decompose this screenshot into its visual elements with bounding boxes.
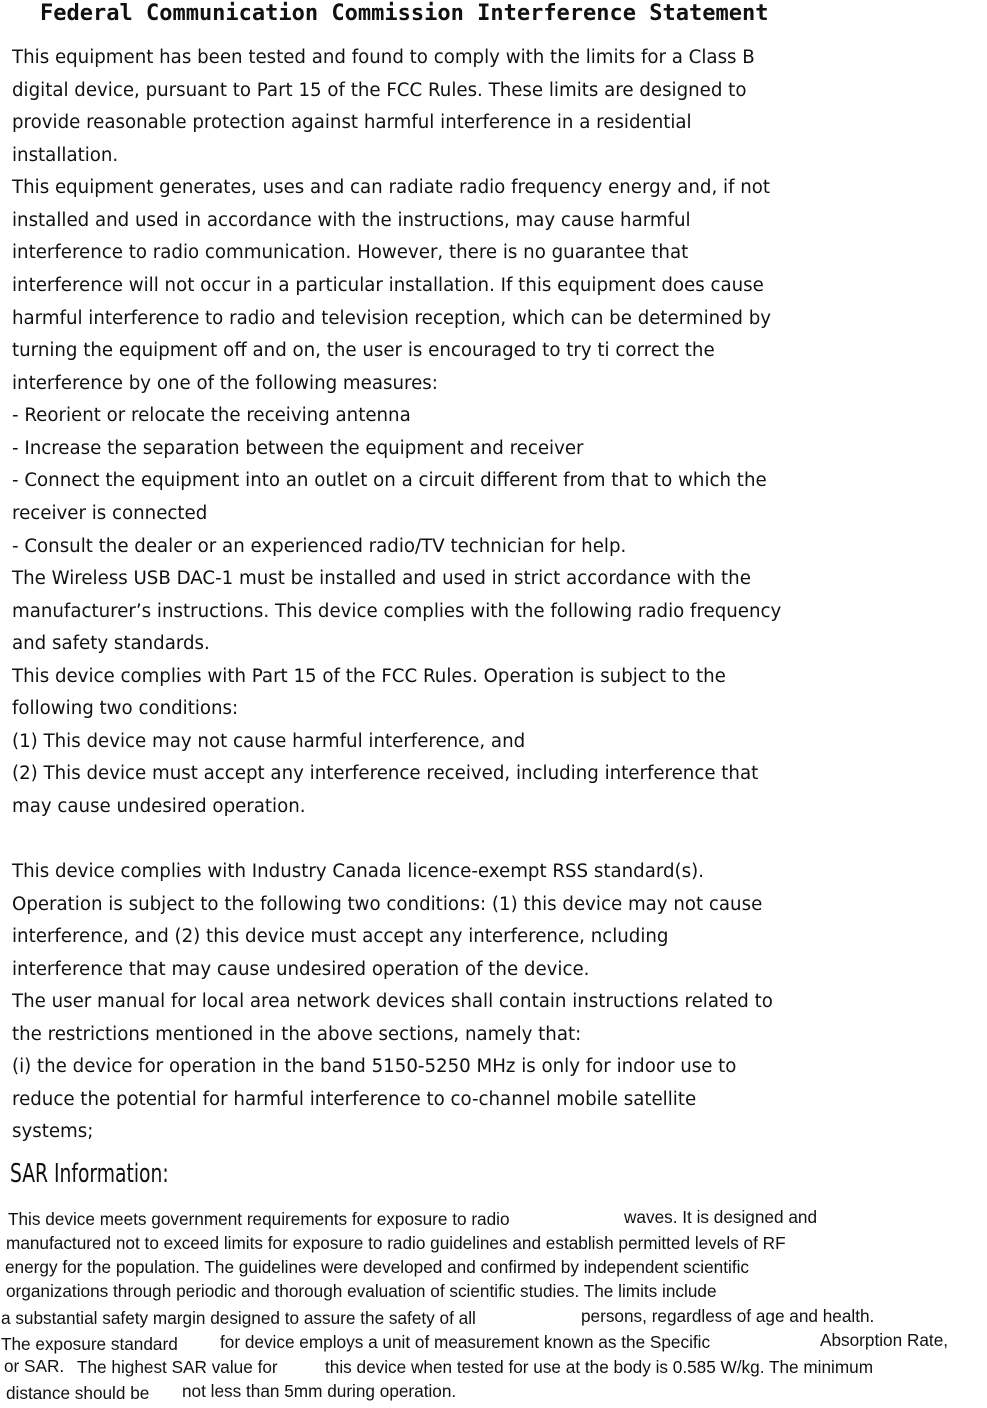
body-line: The user manual for local area network devices shall contain instructions related to: [12, 991, 773, 1012]
body-line: (i) the device for operation in the band 5150-5250 MHz is only for indoor use to: [12, 1056, 737, 1077]
body-line: This device complies with Industry Canada licence-exempt RSS standard(s).: [12, 861, 704, 882]
body-line: This equipment has been tested and found to comply with the limits for a Class B: [12, 47, 755, 68]
sar-text-fragment: persons, regardless of age and health.: [581, 1306, 875, 1326]
sar-text-fragment: energy for the population. The guidelines were developed and confirmed by independent scientific: [5, 1257, 750, 1277]
body-line: This equipment generates, uses and can radiate radio frequency energy and, if not: [12, 177, 771, 198]
body-line: interference that may cause undesired operation of the device.: [12, 959, 590, 980]
body-line: This device complies with Part 15 of the FCC Rules. Operation is subject to the: [12, 666, 726, 687]
sar-text-fragment: for device employs a unit of measurement known as the Specific: [220, 1332, 711, 1352]
body-line: Operation is subject to the following two conditions: (1) this device may not cause: [12, 894, 763, 915]
body-line: installed and used in accordance with the instructions, may cause harmful: [12, 210, 691, 231]
body-line: provide reasonable protection against harmful interference in a residential: [12, 112, 692, 133]
body-line: following two conditions:: [12, 698, 239, 719]
body-line: interference by one of the following measures:: [12, 373, 438, 394]
body-line: systems;: [12, 1121, 94, 1142]
body-line: reduce the potential for harmful interference to co-channel mobile satellite: [12, 1089, 697, 1110]
body-line: interference will not occur in a particular installation. If this equipment does cause: [12, 275, 764, 296]
body-line: receiver is connected: [12, 503, 208, 524]
sar-text-fragment: The exposure standard: [1, 1334, 178, 1354]
body-line: the restrictions mentioned in the above sections, namely that:: [12, 1024, 582, 1045]
body-line: and safety standards.: [12, 633, 210, 654]
body-line: The Wireless USB DAC-1 must be installed and used in strict accordance with the: [12, 568, 751, 589]
body-line: - Consult the dealer or an experienced radio/TV technician for help.: [12, 536, 627, 557]
sar-text-fragment: not less than 5mm during operation.: [182, 1381, 457, 1401]
sar-text-fragment: This device meets government requirements for exposure to radio: [8, 1209, 510, 1229]
body-line: - Increase the separation between the equipment and receiver: [12, 438, 584, 459]
body-line: interference, and (2) this device must accept any interference, ncluding: [12, 926, 669, 947]
page-title: Federal Communication Commission Interference Statement: [40, 1, 769, 26]
body-line: (2) This device must accept any interference received, including interference that: [12, 763, 759, 784]
body-line: manufacturer’s instructions. This device complies with the following radio frequency: [12, 601, 782, 622]
body-line: installation.: [12, 145, 119, 166]
sar-text-fragment: or SAR.: [4, 1356, 65, 1376]
sar-text-fragment: manufactured not to exceed limits for exposure to radio guidelines and establish permitted levels of RF: [6, 1233, 786, 1253]
body-line: may cause undesired operation.: [12, 796, 306, 817]
body-line: - Connect the equipment into an outlet on a circuit different from that to which the: [12, 470, 767, 491]
sar-text-fragment: a substantial safety margin designed to assure the safety of all: [1, 1308, 476, 1328]
body-line: harmful interference to radio and television reception, which can be determined by: [12, 308, 772, 329]
sar-text-fragment: organizations through periodic and thorough evaluation of scientific studies. The limits include: [6, 1281, 717, 1301]
body-line: digital device, pursuant to Part 15 of the FCC Rules. These limits are designed to: [12, 80, 747, 101]
body-line: turning the equipment off and on, the user is encouraged to try ti correct the: [12, 340, 715, 361]
sar-text-fragment: this device when tested for use at the body is 0.585 W/kg. The minimum: [325, 1357, 874, 1377]
sar-text-fragment: waves. It is designed and: [624, 1207, 817, 1227]
body-line: - Reorient or relocate the receiving antenna: [12, 405, 411, 426]
sar-text-fragment: distance should be: [6, 1383, 150, 1403]
sar-text-fragment: The highest SAR value for: [77, 1357, 278, 1377]
sar-heading: SAR Information:: [10, 1159, 169, 1189]
sar-text-fragment: Absorption Rate,: [820, 1330, 949, 1350]
body-line: (1) This device may not cause harmful interference, and: [12, 731, 526, 752]
body-line: interference to radio communication. However, there is no guarantee that: [12, 242, 689, 263]
